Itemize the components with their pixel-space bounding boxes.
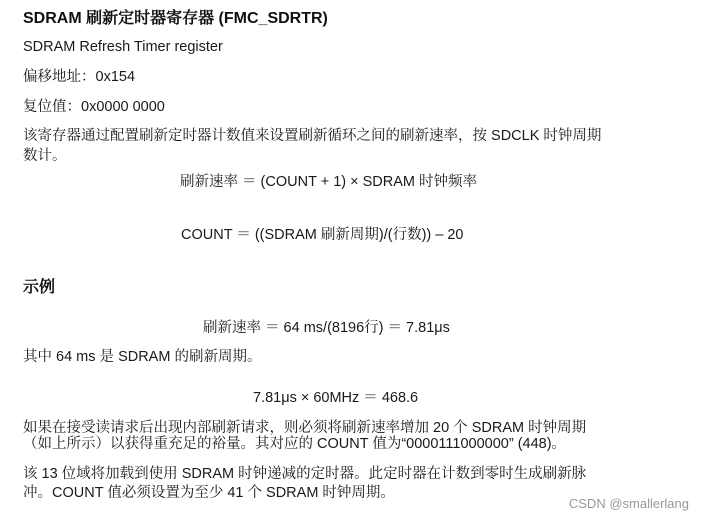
example-calculation-formula: 7.81μs × 60MHz ＝ 468.6 [253, 390, 419, 406]
register-subtitle: SDRAM Refresh Timer register [23, 39, 223, 55]
reset-value: 复位值：0x0000 0000 [23, 99, 165, 115]
refresh-rate-formula: 刷新速率 ＝ (COUNT + 1) × SDRAM 时钟频率 [180, 174, 478, 190]
count-formula: COUNT ＝ ((SDRAM 刷新周期)/(行数)) – 20 [181, 227, 464, 243]
description-line-2: 数计。 [23, 148, 67, 164]
paragraph-1-line-2: （如上所示）以获得重充足的裕量。其对应的 COUNT 值为“0000111000000” (448)。 [23, 436, 567, 452]
paragraph-2-line-1: 该 13 位域将加载到使用 SDRAM 时钟递减的定时器。此定时器在计数到零时生成刷新脉 [23, 466, 587, 482]
description-line-1: 该寄存器通过配置刷新定时器计数值来设置刷新循环之间的刷新速率，按 SDCLK 时钟周期 [23, 128, 602, 144]
register-title: SDRAM 刷新定时器寄存器 (FMC_SDRTR) [23, 10, 328, 27]
example-note: 其中 64 ms 是 SDRAM 的刷新周期。 [23, 349, 262, 365]
paragraph-1-line-1: 如果在接受读请求后出现内部刷新请求，则必须将刷新速率增加 20 个 SDRAM 时钟周期 [23, 420, 587, 436]
offset-address: 偏移地址：0x154 [23, 69, 136, 85]
paragraph-2-line-2: 冲。COUNT 值必须设置为至少 41 个 SDRAM 时钟周期。 [23, 485, 395, 501]
example-heading: 示例 [23, 279, 56, 296]
csdn-watermark: CSDN @smallerlang [568, 496, 689, 511]
example-rate-formula: 刷新速率 ＝ 64 ms/(8196行) ＝ 7.81μs [203, 320, 450, 336]
